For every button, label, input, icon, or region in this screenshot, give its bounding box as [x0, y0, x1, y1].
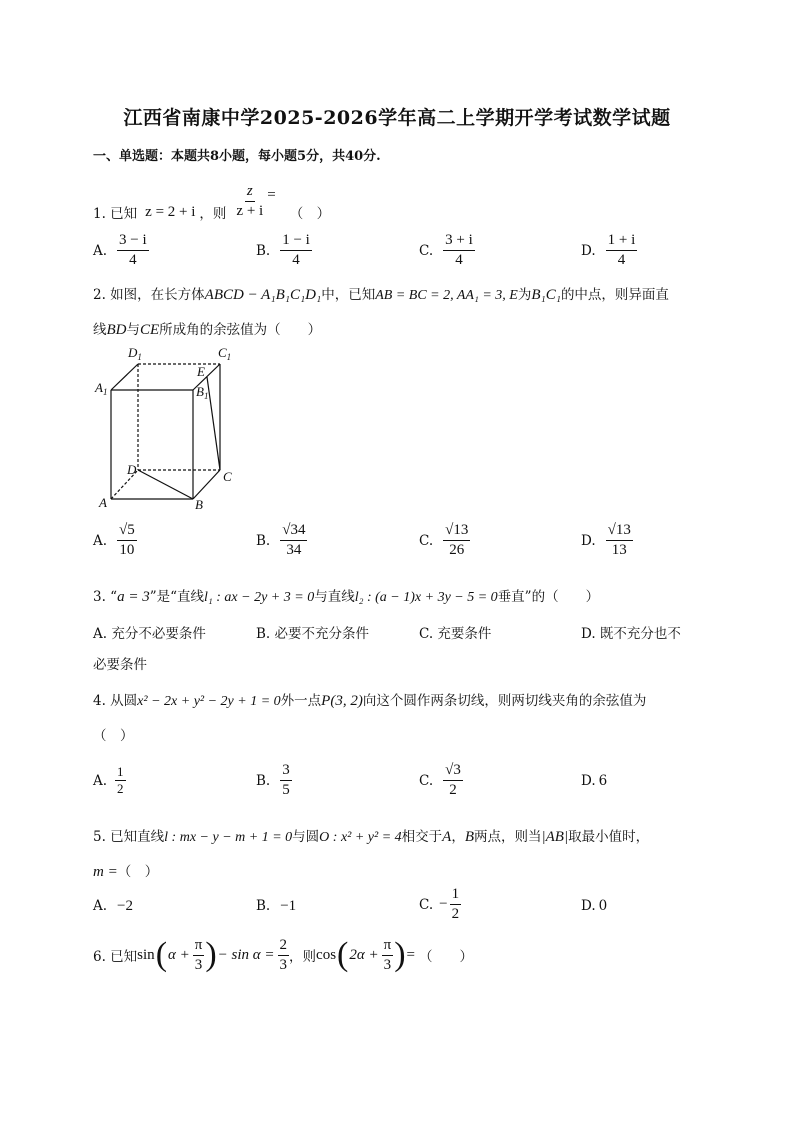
q5-option-c[interactable]: C. − $\frac{1}{2}$	[419, 886, 460, 922]
page-title: 江西省南康中学2025-2026学年高二上学期开学考试数学试题	[123, 107, 671, 129]
q3-option-b[interactable]: B. 必要不充分条件	[256, 626, 370, 642]
q1-option-c[interactable]: C. $\frac{3 + i}{4}$	[419, 232, 473, 268]
q4-option-d[interactable]: D. 6	[581, 773, 608, 789]
section-heading: 一、单选题：本题共8小题，每小题5分，共40分.	[93, 149, 381, 164]
question-5: 5. 已知直线l : mx − y − m + 1 = 0与圆O : x² + y² = 4相交于A，B两点，则当|AB|取最小值时，	[93, 829, 650, 845]
q2-option-a[interactable]: A. $\frac{√5}{10}$	[93, 522, 135, 558]
label-B: B	[195, 497, 203, 512]
label-E: E	[197, 364, 205, 379]
q2-option-d[interactable]: D. $\frac{√13}{13}$	[581, 522, 631, 558]
q4-paren: （ ）	[93, 728, 134, 744]
label-A: A	[99, 495, 107, 510]
q2-option-b[interactable]: B. $\frac{√34}{34}$	[256, 522, 306, 558]
q5-option-a[interactable]: A. −2	[93, 898, 134, 914]
q4-option-a[interactable]: A. $\frac{1}{2}$	[93, 764, 124, 796]
q1-option-b[interactable]: B. $\frac{1 - i}{4}$	[256, 232, 310, 268]
q2-option-c[interactable]: C. $\frac{√13}{26}$	[419, 522, 469, 558]
label-B1: $B_1$	[196, 384, 209, 401]
question-2-line-1: 2. 如图，在长方体ABCD − A₁B₁C₁D₁中，已知AB = BC = 2, AA₁ = 3, E为B₁C₁的中点，则异面直	[93, 287, 669, 303]
cuboid-figure	[93, 342, 253, 514]
q5-option-b[interactable]: B. −1	[256, 898, 297, 914]
question-6: 6. 已知 sin ( α + $\frac{\pi}{3}$ ) − sin α = $\frac{2}{3}$ ，则 cos ( 2α + $\frac{\pi}{3}$ ) = （ ）	[93, 936, 473, 973]
q5-option-d[interactable]: D. 0	[581, 898, 608, 914]
q3-option-d[interactable]: D. 既不充分也不	[581, 626, 681, 642]
q3-option-a[interactable]: A. 充分不必要条件	[93, 626, 206, 642]
question-2-line-2: 线BD与CE所成角的余弦值为（ ）	[93, 322, 322, 338]
q1-option-a[interactable]: A. $\frac{3 - i}{4}$	[93, 232, 147, 268]
q3-option-c[interactable]: C. 充要条件	[419, 626, 492, 642]
label-D: D	[127, 462, 137, 477]
question-3: 3. “a = 3”是“直线l₁ : ax − 2y + 3 = 0与直线l₂ : (a − 1)x + 3y − 5 = 0垂直”的（ ）	[93, 589, 600, 605]
q4-option-c[interactable]: C. $\frac{√3}{2}$	[419, 762, 461, 798]
question-1: 1. 已知 z = 2 + i ，则 $\frac{z}{z + i}$ = （ ）	[93, 182, 331, 222]
q1-option-d[interactable]: D. $\frac{1 + i}{4}$	[581, 232, 636, 268]
label-C: C	[223, 469, 232, 484]
label-C1: $C_1$	[218, 345, 232, 362]
q4-option-b[interactable]: B. $\frac{3}{5}$	[256, 762, 290, 798]
question-5-line-2: m =（ ）	[93, 864, 159, 880]
label-D1: $D_1$	[128, 345, 142, 362]
q3-option-d-wrap: 必要条件	[93, 657, 147, 673]
question-4: 4. 从圆x² − 2x + y² − 2y + 1 = 0外一点P(3, 2)向这个圆作两条切线，则两切线夹角的余弦值为	[93, 693, 647, 709]
label-A1: $A_1$	[95, 380, 108, 397]
